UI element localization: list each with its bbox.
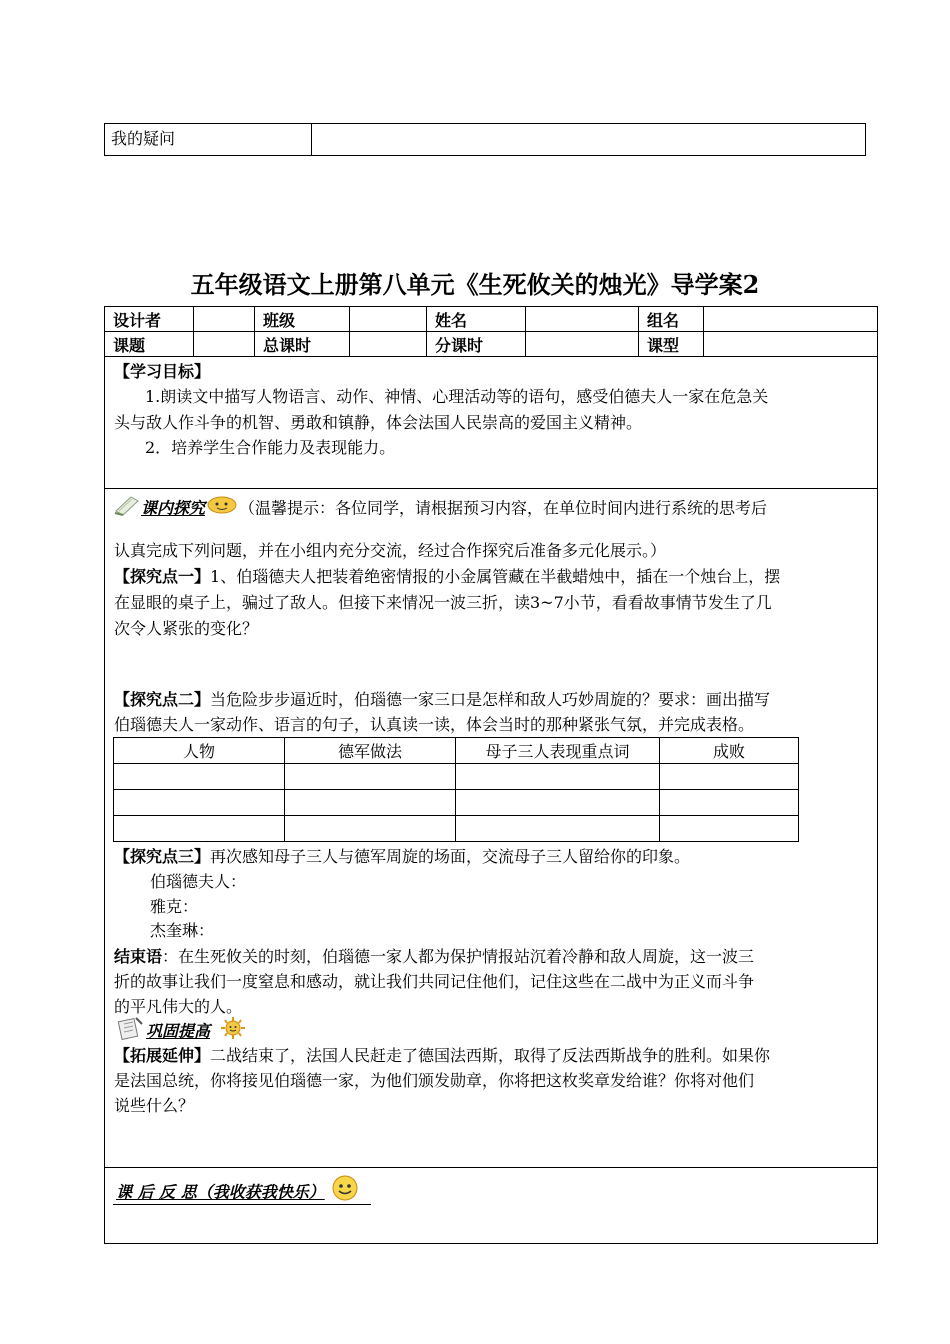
designer-value[interactable] [194,307,255,332]
sub-hours-value[interactable] [526,332,639,357]
extension-line-3: 说些什么？ [114,1096,195,1115]
sub-hours-label: 分课时 [427,332,526,357]
extension-line-2: 是法国总统，你将接见伯瑙德一家，为他们颁发勋章，你将把这枚奖章发给谁？你将对他们 [114,1071,755,1090]
total-hours-label: 总课时 [255,332,350,357]
lesson-type-value[interactable] [704,332,878,357]
divider-reflection [104,1167,878,1168]
extension-line-1: 【拓展延伸】二战结束了，法国人民赶走了德国法西斯，取得了反法西斯战争的胜利。如果你 [114,1046,771,1065]
table-row [114,816,799,842]
point-1-line-2: 在显眼的桌子上，骗过了敌人。但接下来情况一波三折，读3~7小节，看看故事情节发生了几 [114,593,772,612]
table-header-person: 人物 [114,738,285,764]
divider-goals [104,488,878,489]
header-row-2 [105,332,878,357]
goal-2: 2．培养学生合作能力及表现能力。 [145,438,396,457]
ending-line-3: 的平凡伟大的人。 [114,997,243,1016]
sun-smile-icon [205,494,239,524]
class-value[interactable] [350,307,427,332]
lesson-type-label: 课型 [639,332,704,357]
goal-1-line-1: 1.朗读文中描写人物语言、动作、神情、心理活动等的语句，感受伯德夫人一家在危急关 [145,387,769,406]
name-value[interactable] [526,307,639,332]
point-1-line-1: 【探究点一】1、伯瑙德夫人把装着绝密情报的小金属管藏在半截蜡烛中，插在一个烛台上，摆 [114,567,781,586]
name-label: 姓名 [427,307,526,332]
smiley-icon [330,1175,360,1211]
person-mother: 伯瑙德夫人： [150,872,247,891]
table-header-row [114,738,799,764]
point-3-line: 【探究点三】再次感知母子三人与德军周旋的场面，交流母子三人留给你的印象。 [114,847,691,866]
header-row-1 [105,307,878,332]
table-row [114,764,799,790]
topic-value[interactable] [194,332,255,357]
reflection-underline [113,1204,371,1205]
person-jacques: 雅克： [150,897,199,916]
ending-line-1: 结束语：在生死攸关的时刻，伯瑙德一家人都为保护情报站沉着冷静和敌人周旋，这一波三 [114,947,755,966]
topic-label: 课题 [105,332,194,357]
point-2-line-1: 【探究点二】当危险步步逼近时，伯瑙德一家三口是怎样和敌人巧妙周旋的？要求：画出描写 [114,690,771,709]
notebook-icon [113,493,141,525]
designer-label: 设计者 [105,307,194,332]
reflection-label: 课 后 反 思（我收获我快乐） [116,1182,325,1202]
point-1-label: 【探究点一】 [114,567,211,586]
table-row [114,790,799,816]
question-label: 我的疑问 [105,124,312,156]
goals-heading: 【学习目标】 [114,362,211,381]
table-header-keywords: 母子三人表现重点词 [456,738,660,764]
question-table [104,123,866,156]
ending-line-2: 折的故事让我们一度窒息和感动，就让我们共同记住他们，记住这些在二战中为正义而斗争 [114,972,755,991]
table-header-german-action: 德军做法 [285,738,456,764]
consolidate-section-label: 巩固提高 [146,1021,211,1041]
character-table [113,737,799,842]
group-label: 组名 [639,307,704,332]
question-answer-cell[interactable] [312,124,866,156]
point-3-label: 【探究点三】 [114,847,211,866]
explore-header [113,493,767,525]
point-2-line-2: 伯瑙德夫人一家动作、语言的句子，认真读一读，体会当时的那种紧张气氛，并完成表格。 [114,715,755,734]
explore-hint-line-2: 认真完成下列问题，并在小组内充分交流，经过合作探究后准备多元化展示。） [114,541,667,560]
page-title: 五年级语文上册第八单元《生死攸关的烛光》导学案2 [190,270,760,299]
person-jacqueline: 杰奎琳： [150,921,215,940]
extension-label: 【拓展延伸】 [114,1046,211,1065]
total-hours-value[interactable] [350,332,427,357]
ending-label: 结束语 [114,947,163,966]
class-label: 班级 [255,307,350,332]
reflection-header [116,1175,360,1211]
table-header-outcome: 成败 [660,738,799,764]
explore-hint-line-1: （温馨提示：各位同学，请根据预习内容，在单位时间内进行系统的思考后 [239,498,768,518]
goal-1-line-2: 头与敌人作斗争的机智、勇敢和镇静，体会法国人民崇高的爱国主义精神。 [114,413,643,432]
group-value[interactable] [704,307,878,332]
explore-section-label: 课内探究 [141,498,206,518]
info-header-table [104,306,878,357]
point-1-line-3: 次令人紧张的变化？ [114,619,259,638]
point-2-label: 【探究点二】 [114,690,211,709]
